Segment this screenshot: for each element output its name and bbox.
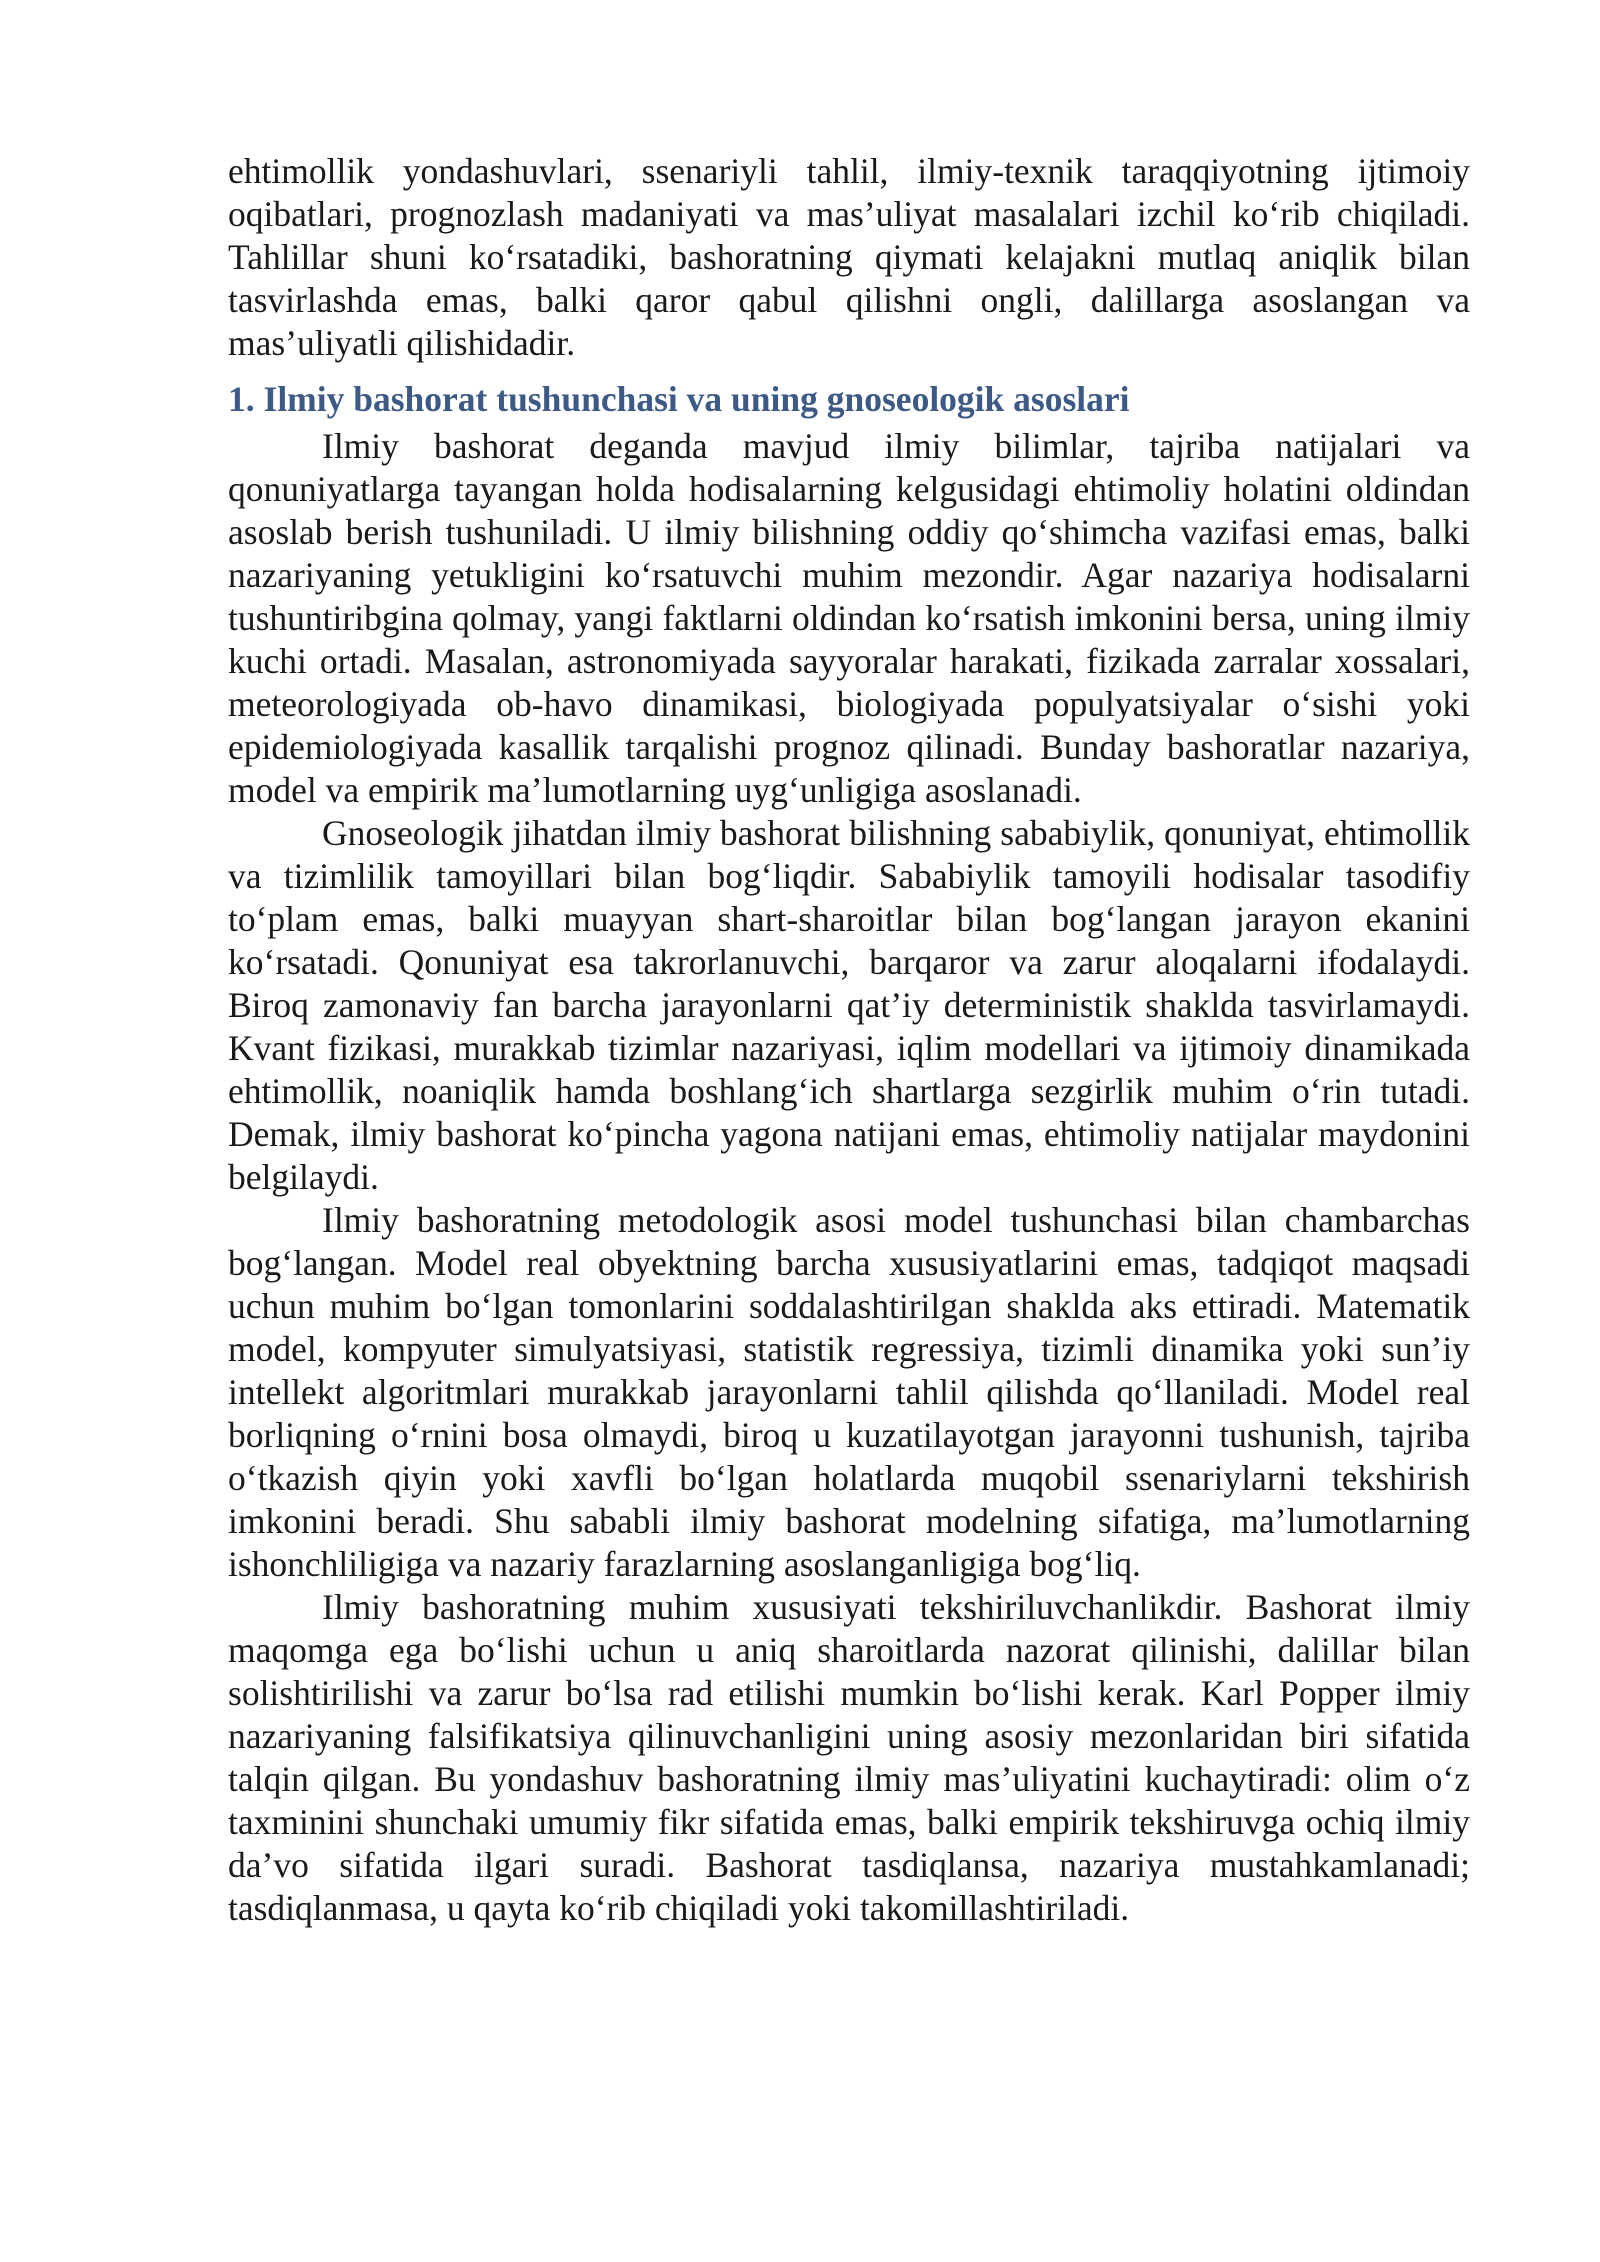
body-paragraph-1: Ilmiy bashorat deganda mavjud ilmiy bilimlar, tajriba natijalari va qonuniyatlarga tayangan holda hodisalarning kelgusidagi ehtimoliy holatini oldindan asoslab berish tushuniladi. U ilmiy bilishning oddiy qo‘shimcha vazifasi emas, balki nazariyaning yetukligini ko‘rsatuvchi muhim mezondir. Agar nazariya hodisalarni tushuntiribgina qolmay, yangi faktlarni oldindan ko‘rsatish imkonini bersa, uning ilmiy kuchi ortadi. Masalan, astronomiyada sayyoralar harakati, fizikada zarralar xossalari, meteorologiyada ob-havo dinamikasi, biologiyada populyatsiyalar o‘sishi yoki epidemiologiyada kasallik tarqalishi prognoz qilinadi. Bunday bashoratlar nazariya, model va empirik ma’lumotlarning uyg‘unligiga asoslanadi. — [228, 426, 1470, 810]
body-paragraph-2: Gnoseologik jihatdan ilmiy bashorat bilishning sababiylik, qonuniyat, ehtimollik va tizimlilik tamoyillari bilan bog‘liqdir. Sababiylik tamoyili hodisalar tasodifiy to‘plam emas, balki muayyan shart-sharoitlar bilan bog‘langan jarayon ekanini ko‘rsatadi. Qonuniyat esa takrorlanuvchi, barqaror va zarur aloqalarni ifodalaydi. Biroq zamonaviy fan barcha jarayonlarni qat’iy deterministik shaklda tasvirlamaydi. Kvant fizikasi, murakkab tizimlar nazariyasi, iqlim modellari va ijtimoiy dinamikada ehtimollik, noaniqlik hamda boshlang‘ich shartlarga sezgirlik muhim o‘rin tutadi. Demak, ilmiy bashorat ko‘pincha yagona natijani emas, ehtimoliy natijalar maydonini belgilaydi. — [228, 813, 1470, 1197]
intro-paragraph: ehtimollik yondashuvlari, ssenariyli tahlil, ilmiy-texnik taraqqiyotning ijtimoiy oqibatlari, prognozlash madaniyati va mas’uliyat masalalari izchil ko‘rib chiqiladi. Tahlillar shuni ko‘rsatadiki, bashoratning qiymati kelajakni mutlaq aniqlik bilan tasvirlashda emas, balki qaror qabul qilishni ongli, dalillarga asoslangan va mas’uliyatli qilishidadir. — [228, 151, 1470, 363]
document-body — [228, 150, 1470, 1930]
body-paragraph-3: Ilmiy bashoratning metodologik asosi model tushunchasi bilan chambarchas bog‘langan. Model real obyektning barcha xususiyatlarini emas, tadqiqot maqsadi uchun muhim bo‘lgan tomonlarini soddalashtirilgan shaklda aks ettiradi. Matematik model, kompyuter simulyatsiyasi, statistik regressiya, tizimli dinamika yoki sun’iy intellekt algoritmlari murakkab jarayonlarni tahlil qilishda qo‘llaniladi. Model real borliqning o‘rnini bosa olmaydi, biroq u kuzatilayotgan jarayonni tushunish, tajriba o‘tkazish qiyin yoki xavfli bo‘lgan holatlarda muqobil ssenariylarni tekshirish imkonini beradi. Shu sababli ilmiy bashorat modelning sifatiga, ma’lumotlarning ishonchliligiga va nazariy farazlarning asoslanganligiga bog‘liq. — [228, 1200, 1470, 1584]
section-heading: 1. Ilmiy bashorat tushunchasi va uning gnoseologik asoslari — [228, 379, 1130, 419]
body-paragraph-4: Ilmiy bashoratning muhim xususiyati tekshiriluvchanlikdir. Bashorat ilmiy maqomga ega bo‘lishi uchun u aniq sharoitlarda nazorat qilinishi, dalillar bilan solishtirilishi va zarur bo‘lsa rad etilishi mumkin bo‘lishi kerak. Karl Popper ilmiy nazariyaning falsifikatsiya qilinuvchanligini uning asosiy mezonlaridan biri sifatida talqin qilgan. Bu yondashuv bashoratning ilmiy mas’uliyatini kuchaytiradi: olim o‘z taxminini shunchaki umumiy fikr sifatida emas, balki empirik tekshiruvga ochiq ilmiy da’vo sifatida ilgari suradi. Bashorat tasdiqlansa, nazariya mustahkamlanadi; tasdiqlanmasa, u qayta ko‘rib chiqiladi yoki takomillashtiriladi. — [228, 1587, 1470, 1928]
